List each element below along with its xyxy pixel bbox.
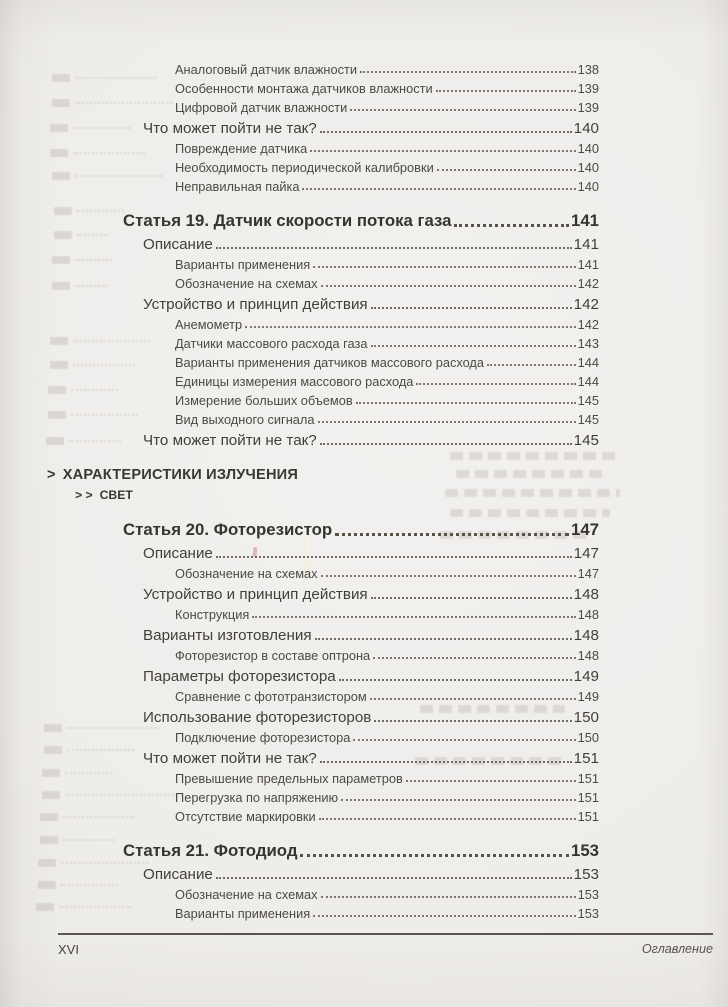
section-marker: > [47, 466, 56, 483]
toc-entry [47, 483, 599, 503]
toc-entry-label: Датчики массового расхода газа [175, 335, 368, 351]
toc-entry [47, 231, 599, 253]
toc-entry-page-number: 153 [571, 841, 599, 861]
toc-entry [47, 115, 599, 137]
toc-entry [47, 77, 599, 96]
toc-entry-page-number: 151 [577, 808, 599, 824]
toc-entry-page-number: 141 [577, 256, 599, 272]
toc-entry-label: СВЕТ [99, 488, 133, 503]
dotted-leader [370, 698, 576, 700]
dotted-leader [302, 188, 575, 190]
toc-entry [47, 205, 599, 231]
toc-entry-page-number: 140 [577, 159, 599, 175]
toc-entry [47, 351, 599, 370]
toc-entry-label: Что может пойти не так? [143, 119, 317, 137]
dotted-leader [321, 285, 576, 287]
toc-entry-page-number: 143 [577, 335, 599, 351]
toc-entry-page-number: 151 [577, 789, 599, 805]
folio-page-number: XVI [58, 942, 79, 957]
toc-entry-page-number: 148 [577, 647, 599, 663]
toc-entry [47, 408, 599, 427]
toc-entry-page-number: 140 [573, 119, 599, 137]
toc-entry-label: Статья 19. Датчик скорости потока газа [123, 211, 452, 231]
dotted-leader [360, 71, 576, 73]
toc-entry-label: Повреждение датчика [175, 140, 308, 156]
toc-entry-label: ХАРАКТЕРИСТИКИ ИЗЛУЧЕНИЯ [62, 466, 299, 483]
dotted-leader [216, 877, 572, 879]
toc-entry-page-number: 149 [577, 688, 599, 704]
toc-entry-label: Единицы измерения массового расхода [175, 373, 414, 389]
toc-entry-page-number: 145 [577, 411, 599, 427]
dotted-leader [318, 421, 576, 423]
toc-entry-label: Статья 21. Фотодиод [123, 841, 298, 861]
toc-entry-label: Неправильная пайка [175, 178, 300, 194]
dotted-leader [321, 575, 576, 577]
dotted-leader [313, 915, 575, 917]
toc-entry-page-number: 138 [577, 61, 599, 77]
dotted-leader [216, 556, 572, 558]
toc-entry-page-number: 151 [573, 749, 599, 767]
dotted-leader [310, 150, 575, 152]
toc-entry-label: Статья 20. Фоторезистор [123, 520, 333, 540]
toc-entry [47, 96, 599, 115]
toc-entry-page-number: 147 [573, 544, 599, 562]
toc-entry [47, 461, 599, 483]
dotted-leader [371, 307, 572, 309]
toc-entry-label: Превышение предельных параметров [175, 770, 403, 786]
toc-entry-label: Цифровой датчик влажности [175, 99, 348, 115]
dotted-leader [320, 131, 572, 133]
toc-entry [47, 562, 599, 581]
toc-entry-page-number: 145 [577, 392, 599, 408]
toc-entry-page-number: 139 [577, 99, 599, 115]
toc-entry [47, 332, 599, 351]
toc-entry-page-number: 153 [577, 886, 599, 902]
toc-entry-page-number: 153 [577, 905, 599, 921]
toc-entry-page-number: 145 [573, 431, 599, 449]
toc-entry-label: Сравнение с фототранзистором [175, 688, 367, 704]
toc-entry [47, 644, 599, 663]
footer-rule [58, 933, 713, 935]
toc-entry-label: Конструкция [175, 606, 250, 622]
toc-entry [47, 58, 599, 77]
toc-entry-page-number: 149 [573, 667, 599, 685]
toc-entry [47, 726, 599, 745]
toc-entry [47, 902, 599, 921]
toc-entry-label: Варианты применения [175, 256, 311, 272]
toc-entry-page-number: 141 [573, 235, 599, 253]
dotted-leader [341, 799, 576, 801]
dotted-leader [374, 720, 571, 722]
dotted-leader [350, 109, 575, 111]
toc-entry-page-number: 144 [577, 373, 599, 389]
dotted-leader [454, 224, 569, 227]
toc-entry-label: Отсутствие маркировки [175, 808, 316, 824]
toc-entry-page-number: 141 [571, 211, 599, 231]
toc-entry-label: Подключение фоторезистора [175, 729, 351, 745]
toc-entry-page-number: 142 [577, 316, 599, 332]
dotted-leader [245, 326, 576, 328]
dotted-leader [320, 443, 572, 445]
toc-entry [47, 581, 599, 603]
dotted-leader [313, 266, 575, 268]
page-footer [58, 933, 713, 957]
toc-entry [47, 156, 599, 175]
toc-entry-label: Вид выходного сигнала [175, 411, 315, 427]
toc-entry-label: Перегрузка по напряжению [175, 789, 339, 805]
toc-entry-label: Параметры фоторезистора [143, 667, 336, 685]
toc-entry [47, 291, 599, 313]
dotted-leader [252, 616, 575, 618]
toc-entry [47, 786, 599, 805]
dotted-leader [321, 896, 576, 898]
toc-entry [47, 370, 599, 389]
dotted-leader [406, 780, 576, 782]
dotted-leader [436, 90, 576, 92]
toc-entry [47, 137, 599, 156]
dotted-leader [353, 739, 575, 741]
toc-entry-label: Особенности монтажа датчиков влажности [175, 80, 433, 96]
toc-entry-label: Что может пойти не так? [143, 749, 317, 767]
dotted-leader [339, 679, 572, 681]
toc-entry-page-number: 147 [571, 520, 599, 540]
running-title: Оглавление [641, 942, 713, 956]
toc-entry-page-number: 140 [577, 178, 599, 194]
toc-entry-label: Измерение больших объемов [175, 392, 353, 408]
dotted-leader [437, 169, 576, 171]
toc-entry [47, 805, 599, 824]
toc-entry [47, 835, 599, 861]
toc-entry-label: Устройство и принцип действия [143, 585, 368, 603]
section-marker: > > [75, 488, 93, 503]
toc-entry-page-number: 142 [573, 295, 599, 313]
toc-entry-label: Устройство и принцип действия [143, 295, 368, 313]
toc-entry [47, 685, 599, 704]
toc-entry-label: Анемометр [175, 316, 243, 332]
toc-entry-label: Использование фоторезисторов [143, 708, 372, 726]
toc-entry [47, 861, 599, 883]
toc-entry [47, 272, 599, 291]
toc-entry-page-number: 148 [573, 626, 599, 644]
toc-entry [47, 704, 599, 726]
toc-entry-label: Фоторезистор в составе оптрона [175, 647, 371, 663]
toc-entry-page-number: 142 [577, 275, 599, 291]
toc-entry-label: Описание [143, 544, 213, 562]
toc-entry [47, 663, 599, 685]
toc-entry-label: Варианты применения датчиков массового расхода [175, 354, 485, 370]
toc-entry-label: Необходимость периодической калибровки [175, 159, 434, 175]
toc-entry [47, 175, 599, 194]
toc-entry [47, 603, 599, 622]
toc-entry-page-number: 144 [577, 354, 599, 370]
toc-entry [47, 745, 599, 767]
dotted-leader [356, 402, 576, 404]
dotted-leader [216, 247, 572, 249]
dotted-leader [315, 638, 572, 640]
toc-entry [47, 622, 599, 644]
toc-entry-label: Обозначение на схемах [175, 886, 318, 902]
toc-entry [47, 253, 599, 272]
toc-entry-page-number: 140 [577, 140, 599, 156]
dotted-leader [300, 854, 569, 857]
toc-entry [47, 389, 599, 408]
dotted-leader [416, 383, 575, 385]
toc-entry-label: Варианты изготовления [143, 626, 312, 644]
toc-entry-label: Аналоговый датчик влажности [175, 61, 358, 77]
toc-entry-page-number: 150 [577, 729, 599, 745]
toc-entry-page-number: 147 [577, 565, 599, 581]
toc-entry [47, 767, 599, 786]
toc-entry [47, 514, 599, 540]
dotted-leader [487, 364, 576, 366]
toc-entry-page-number: 153 [573, 865, 599, 883]
toc-entry-label: Что может пойти не так? [143, 431, 317, 449]
dotted-leader [319, 818, 576, 820]
toc-entry [47, 883, 599, 902]
toc-entry-page-number: 139 [577, 80, 599, 96]
toc-entry-label: Обозначение на схемах [175, 565, 318, 581]
toc-entry-label: Описание [143, 235, 213, 253]
toc-entry-page-number: 148 [573, 585, 599, 603]
toc-entry-label: Варианты применения [175, 905, 311, 921]
toc-entry-page-number: 151 [577, 770, 599, 786]
toc-entry [47, 540, 599, 562]
toc-entry [47, 427, 599, 449]
dotted-leader [320, 761, 572, 763]
toc-entry-label: Описание [143, 865, 213, 883]
table-of-contents [47, 58, 599, 921]
toc-entry [47, 313, 599, 332]
toc-entry-label: Обозначение на схемах [175, 275, 318, 291]
dotted-leader [335, 533, 569, 536]
toc-entry-page-number: 150 [573, 708, 599, 726]
toc-entry-page-number: 148 [577, 606, 599, 622]
dotted-leader [373, 657, 575, 659]
dotted-leader [371, 345, 576, 347]
dotted-leader [371, 597, 572, 599]
